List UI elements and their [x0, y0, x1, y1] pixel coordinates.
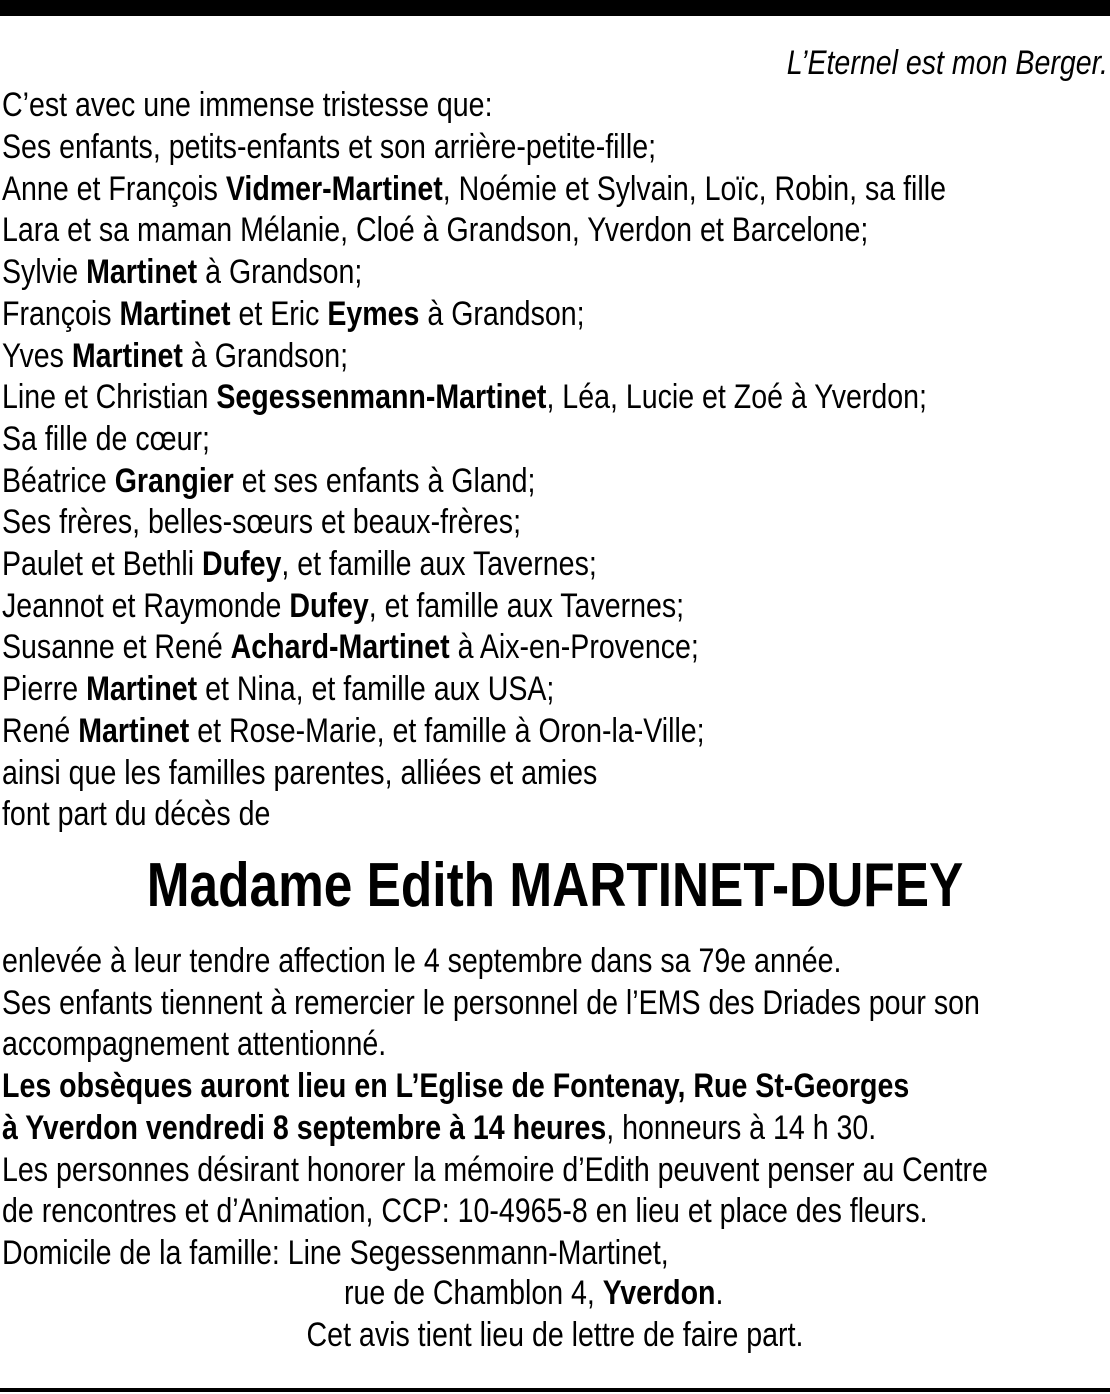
text-run: à Grandson; — [182, 336, 349, 375]
family-line — [2, 460, 933, 502]
text-run: Ses frères, belles-sœurs et beaux-frères; — [2, 503, 522, 542]
bold-name: Eymes — [327, 294, 420, 333]
bold-name: Martinet — [71, 336, 183, 375]
text-run: et ses enfants à Gland; — [233, 461, 536, 500]
family-line — [2, 710, 933, 752]
bottom-rule — [0, 1388, 1110, 1392]
text-run: Paulet et Bethli — [2, 545, 203, 583]
bold-name: Martinet — [78, 711, 190, 750]
family-line — [2, 418, 933, 460]
bold-name: Vidmer-Martinet — [225, 169, 443, 208]
detail-line — [2, 1107, 933, 1149]
detail-line — [2, 1149, 988, 1191]
family-line — [2, 626, 933, 668]
deceased-name: Madame Edith MARTINET-DUFEY — [146, 851, 964, 920]
detail-line — [2, 940, 933, 982]
text-run: , Noémie et Sylvain, Loïc, Robin, sa fille — [442, 169, 946, 208]
family-line — [2, 668, 933, 710]
text-run: Lara et sa maman Mélanie, Cloé à Grandson, Yverdon et Barcelone; — [2, 211, 869, 250]
address-town: Yverdon — [602, 1274, 716, 1312]
bold-name: Achard-Martinet — [230, 628, 450, 667]
family-line — [2, 585, 933, 627]
family-line — [2, 335, 933, 377]
text-run: et Nina, et famille aux USA; — [197, 670, 555, 709]
text-run: à Grandson; — [419, 294, 585, 333]
family-line — [2, 752, 933, 794]
address-text: rue de Chamblon 4, — [344, 1274, 603, 1312]
text-run: , et famille aux Tavernes; — [368, 586, 685, 625]
bold-name: Martinet — [86, 253, 198, 292]
top-rule — [0, 0, 1110, 16]
text-run: à Grandson; — [197, 253, 363, 292]
text-run: Les personnes désirant honorer la mémoire d’Edith peuvent penser au Centre — [2, 1150, 988, 1189]
text-run: Anne et François — [2, 169, 226, 208]
text-run: à Aix-en-Provence; — [449, 628, 699, 667]
text-run: , Léa, Lucie et Zoé à Yverdon; — [546, 378, 927, 417]
family-line — [2, 126, 933, 168]
family-line — [2, 543, 933, 585]
text-run: René — [2, 711, 79, 750]
family-line — [2, 293, 933, 335]
detail-line — [2, 1023, 933, 1065]
bold-name: à Yverdon vendredi 8 septembre à 14 heures — [2, 1108, 607, 1147]
family-line — [2, 168, 946, 210]
bold-name: Dufey — [202, 545, 282, 583]
detail-line — [2, 1065, 933, 1107]
detail-line — [2, 1232, 933, 1274]
closing-line: Cet avis tient lieu de lettre de faire part. — [306, 1316, 804, 1354]
text-run: , et famille aux Tavernes; — [281, 545, 597, 583]
text-run: font part du décès de — [2, 795, 271, 834]
family-line — [2, 251, 933, 293]
family-line — [2, 793, 933, 835]
bold-name: Segessenmann-Martinet — [216, 378, 547, 417]
intro-line: C’est avec une immense tristesse que: — [2, 86, 493, 124]
text-run: Domicile de la famille: Line Segessenmann-Martinet, — [2, 1233, 669, 1272]
family-address — [344, 1272, 723, 1314]
epigraph: L’Eternel est mon Berger. — [786, 44, 1108, 82]
text-run: Jeannot et Raymonde — [2, 586, 290, 625]
family-line — [2, 376, 933, 418]
text-run: accompagnement attentionné. — [2, 1025, 387, 1064]
bold-name: Dufey — [289, 586, 369, 625]
text-run: de rencontres et d’Animation, CCP: 10-4965-8 en lieu et place des fleurs. — [2, 1192, 928, 1231]
text-run: Sa fille de cœur; — [2, 419, 210, 458]
text-run: Pierre — [2, 670, 87, 709]
bold-name: Les obsèques auront lieu en L’Eglise de Fontenay, Rue St-Georges — [2, 1067, 910, 1106]
detail-line — [2, 982, 980, 1024]
detail-line — [2, 1190, 933, 1232]
text-run: enlevée à leur tendre affection le 4 septembre dans sa 79e année. — [2, 942, 842, 980]
text-run: , honneurs à 14 h 30. — [606, 1108, 877, 1147]
text-run: Béatrice — [2, 461, 115, 500]
family-line — [2, 501, 933, 543]
bold-name: Martinet — [86, 670, 198, 709]
bold-name: Martinet — [119, 294, 231, 333]
text-run: et Eric — [230, 294, 328, 333]
text-run: et Rose-Marie, et famille à Oron-la-Ville; — [189, 711, 705, 750]
text-run: François — [2, 294, 120, 333]
text-run: Ses enfants tiennent à remercier le personnel de l’EMS des Driades pour son — [2, 983, 980, 1022]
text-run: Sylvie — [2, 253, 87, 292]
text-run: Line et Christian — [2, 378, 217, 417]
family-line — [2, 209, 933, 251]
text-run: Ses enfants, petits-enfants et son arrière-petite-fille; — [2, 128, 657, 166]
text-run: ainsi que les familles parentes, alliées et amies — [2, 753, 598, 792]
address-text: . — [715, 1274, 724, 1312]
bold-name: Grangier — [114, 461, 234, 500]
text-run: Susanne et René — [2, 628, 231, 667]
text-run: Yves — [2, 336, 72, 375]
